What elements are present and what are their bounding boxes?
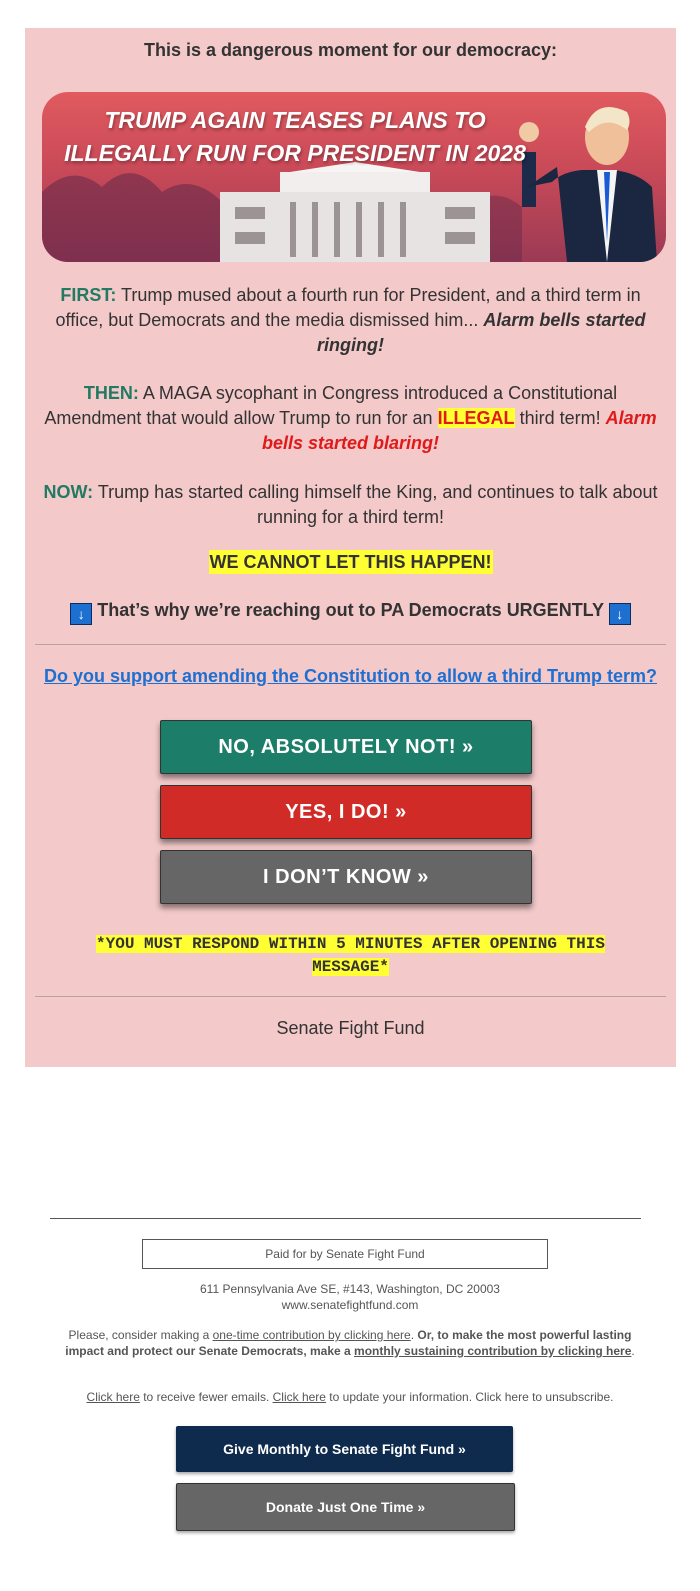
contrib-intro: Please, consider making a: [68, 1328, 213, 1342]
yes-button[interactable]: YES, I DO! »: [160, 785, 532, 839]
banner-title: [60, 104, 530, 170]
contrib-bold: Or, to make the most powerful lasting impact and protect our Senate Democrats, make a: [65, 1328, 632, 1358]
down-arrow-icon: ↓: [70, 603, 92, 625]
divider: [35, 996, 666, 997]
first-text: Trump mused about a fourth run for President, and a third term in office, but Democrats and the media dismissed him...: [55, 285, 641, 330]
warning-text: WE CANNOT LET THIS HAPPEN!: [209, 552, 492, 572]
illegal-highlight: ILLEGAL: [437, 408, 515, 428]
donate-once-button[interactable]: Donate Just One Time »: [176, 1483, 515, 1531]
response-notice: [60, 933, 641, 979]
paid-for-box: Paid for by Senate Fight Fund: [142, 1239, 548, 1269]
then-text: A MAGA sycophant in Congress introduced a Constitutional Amendment that would allow Trump to run for an: [44, 383, 618, 428]
first-emphasis: Alarm bells started ringing!: [317, 310, 646, 355]
banner-image[interactable]: [42, 92, 666, 262]
headline: This is a dangerous moment for our democracy:: [143, 40, 558, 60]
then-emphasis: Alarm bells started blaring!: [261, 408, 657, 453]
notice-text: *YOU MUST RESPOND WITHIN 5 MINUTES AFTER OPENING THIS MESSAGE*: [96, 935, 605, 976]
email-card: [25, 28, 676, 1067]
white-house-icon: [220, 162, 490, 262]
then-paragraph: [35, 381, 666, 456]
survey-question-link[interactable]: Do you support amending the Constitution to allow a third Trump term?: [44, 666, 657, 686]
first-label: FIRST:: [60, 285, 117, 305]
divider: [35, 644, 666, 645]
contrib-end: .: [631, 1344, 635, 1358]
email-preferences: [60, 1389, 640, 1405]
urgent-line: [25, 600, 676, 625]
fewer-emails-link[interactable]: Click here: [86, 1390, 140, 1404]
give-monthly-button[interactable]: Give Monthly to Senate Fight Fund »: [176, 1426, 513, 1472]
now-text: Trump has started calling himself the King, and continues to talk about running for a third term!: [93, 482, 658, 527]
then-text-2: third term!: [514, 408, 606, 428]
update-text: to update your information. Click here to unsubscribe.: [325, 1390, 614, 1404]
website: www.senatefightfund.com: [281, 1298, 419, 1312]
then-label: THEN:: [83, 383, 139, 403]
update-info-link[interactable]: Click here: [272, 1390, 326, 1404]
dont-know-button[interactable]: I DON’T KNOW »: [160, 850, 532, 904]
banner-line-2: ILLEGALLY RUN FOR PRESIDENT IN 2028: [64, 140, 526, 166]
urgent-text: That’s why we’re reaching out to PA Democrats URGENTLY: [92, 600, 609, 620]
now-paragraph: [35, 480, 666, 530]
one-time-contribution-link[interactable]: one-time contribution by clicking here: [212, 1328, 411, 1342]
address: 611 Pennsylvania Ave SE, #143, Washington, DC 20003: [200, 1282, 500, 1296]
address-block: [60, 1281, 640, 1313]
no-button[interactable]: NO, ABSOLUTELY NOT! »: [160, 720, 532, 774]
warning-banner: [25, 552, 676, 573]
fewer-text: to receive fewer emails.: [139, 1390, 273, 1404]
banner-line-1: TRUMP AGAIN TEASES PLANS TO: [104, 107, 486, 133]
first-paragraph: [35, 283, 666, 358]
now-label: NOW:: [43, 482, 94, 502]
down-arrow-icon: ↓: [609, 603, 631, 625]
org-name: Senate Fight Fund: [276, 1018, 425, 1038]
footer-divider: [50, 1218, 641, 1219]
monthly-contribution-link[interactable]: monthly sustaining contribution by clicking here: [354, 1344, 632, 1358]
contribution-text: [60, 1327, 640, 1359]
contrib-mid: .: [410, 1328, 418, 1342]
